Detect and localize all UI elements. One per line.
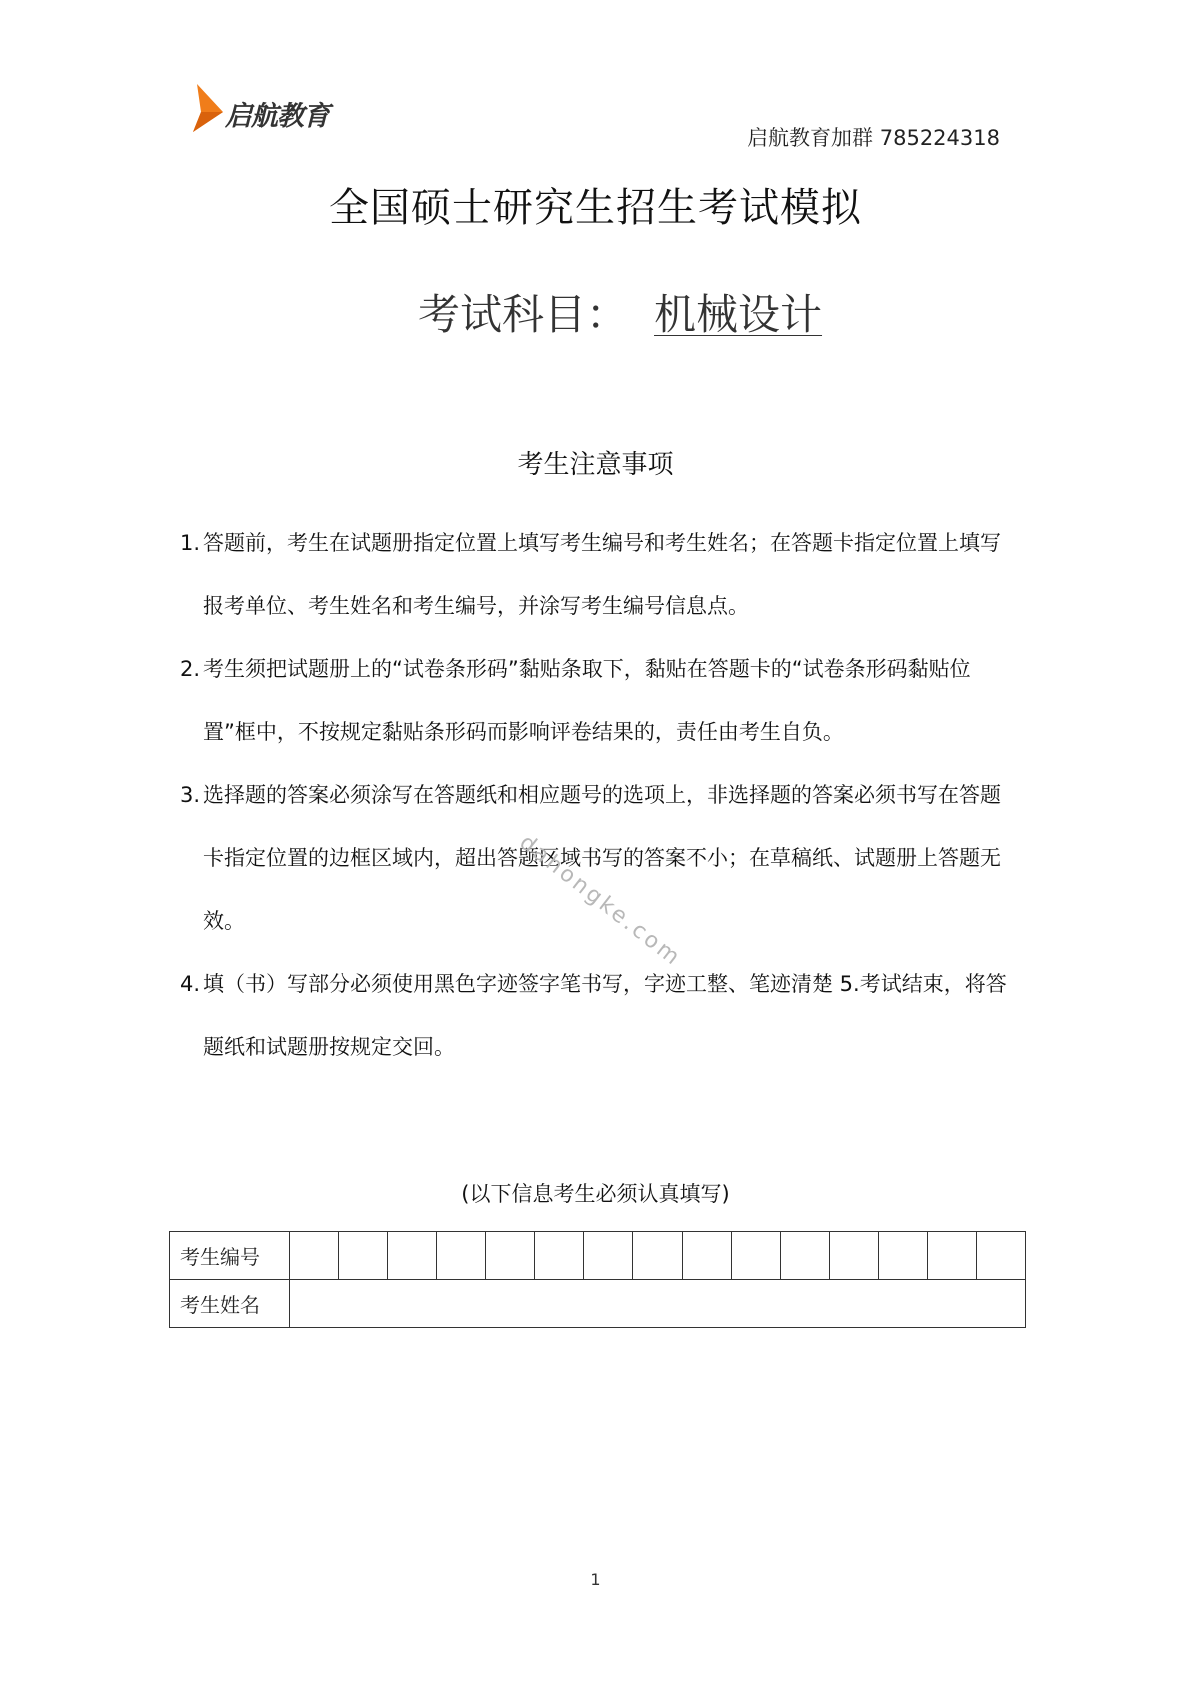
rule-item	[180, 764, 1020, 953]
rule-number: 4.	[180, 972, 201, 996]
candidate-id-digit-box[interactable]	[731, 1232, 780, 1280]
rule-text: 答题前，考生在试题册指定位置上填写考生编号和考生姓名；在答题卡指定位置上填写报考单位、考生姓名和考生编号，并涂写考生编号信息点。	[203, 531, 1001, 618]
subject-line	[418, 282, 822, 342]
rule-text: 填（书）写部分必须使用黑色字迹签字笔书写，字迹工整、笔迹清楚 5.考试结束，将答题纸和试题册按规定交回。	[203, 972, 1007, 1059]
candidate-id-digit-box[interactable]	[388, 1232, 437, 1280]
rule-number: 1.	[180, 531, 201, 555]
candidate-name-row	[170, 1280, 1026, 1328]
subject-label: 考试科目：	[418, 290, 629, 339]
candidate-id-digit-box[interactable]	[633, 1232, 682, 1280]
rule-text: 考生须把试题册上的“试卷条形码”黏贴条取下，黏贴在答题卡的“试卷条形码黏贴位置”框中，不按规定黏贴条形码而影响评卷结果的，责任由考生自负。	[203, 657, 971, 744]
candidate-id-digit-box[interactable]	[339, 1232, 388, 1280]
candidate-id-digit-box[interactable]	[290, 1232, 339, 1280]
candidate-info-table	[169, 1231, 1026, 1328]
candidate-id-digit-box[interactable]	[437, 1232, 486, 1280]
rules-list	[180, 512, 1020, 1079]
logo	[189, 82, 349, 138]
candidate-id-digit-box[interactable]	[535, 1232, 584, 1280]
logo-sail-icon	[189, 82, 229, 134]
candidate-id-digit-box[interactable]	[927, 1232, 976, 1280]
candidate-id-digit-box[interactable]	[682, 1232, 731, 1280]
candidate-id-digit-box[interactable]	[584, 1232, 633, 1280]
fill-instruction: (以下信息考生必须认真填写)	[461, 1182, 730, 1206]
candidate-id-digit-box[interactable]	[486, 1232, 535, 1280]
candidate-id-digit-box[interactable]	[780, 1232, 829, 1280]
candidate-id-label: 考生编号	[170, 1232, 290, 1280]
logo-text: 启航教育	[225, 101, 329, 132]
group-contact-note: 启航教育加群 785224318	[747, 126, 1000, 150]
candidate-id-digit-box[interactable]	[829, 1232, 878, 1280]
rule-item	[180, 512, 1020, 638]
page-number: 1	[590, 1570, 601, 1589]
candidate-id-digit-box[interactable]	[976, 1232, 1025, 1280]
candidate-id-digit-box[interactable]	[878, 1232, 927, 1280]
rule-text: 选择题的答案必须涂写在答题纸和相应题号的选项上，非选择题的答案必须书写在答题卡指定位置的边框区域内，超出答题区域书写的答案不小；在草稿纸、试题册上答题无效。	[203, 783, 1001, 933]
candidate-id-row	[170, 1232, 1026, 1280]
rule-number: 2.	[180, 657, 201, 681]
rule-number: 3.	[180, 783, 201, 807]
rule-item	[180, 638, 1020, 764]
candidate-name-label: 考生姓名	[170, 1280, 290, 1328]
watermark: dahongke.com	[514, 830, 687, 972]
notice-heading: 考生注意事项	[517, 450, 674, 480]
subject-value: 机械设计	[654, 290, 823, 339]
candidate-name-field[interactable]	[290, 1280, 1026, 1328]
exam-title: 全国硕士研究生招生考试模拟	[329, 185, 862, 231]
rule-item	[180, 953, 1020, 1079]
